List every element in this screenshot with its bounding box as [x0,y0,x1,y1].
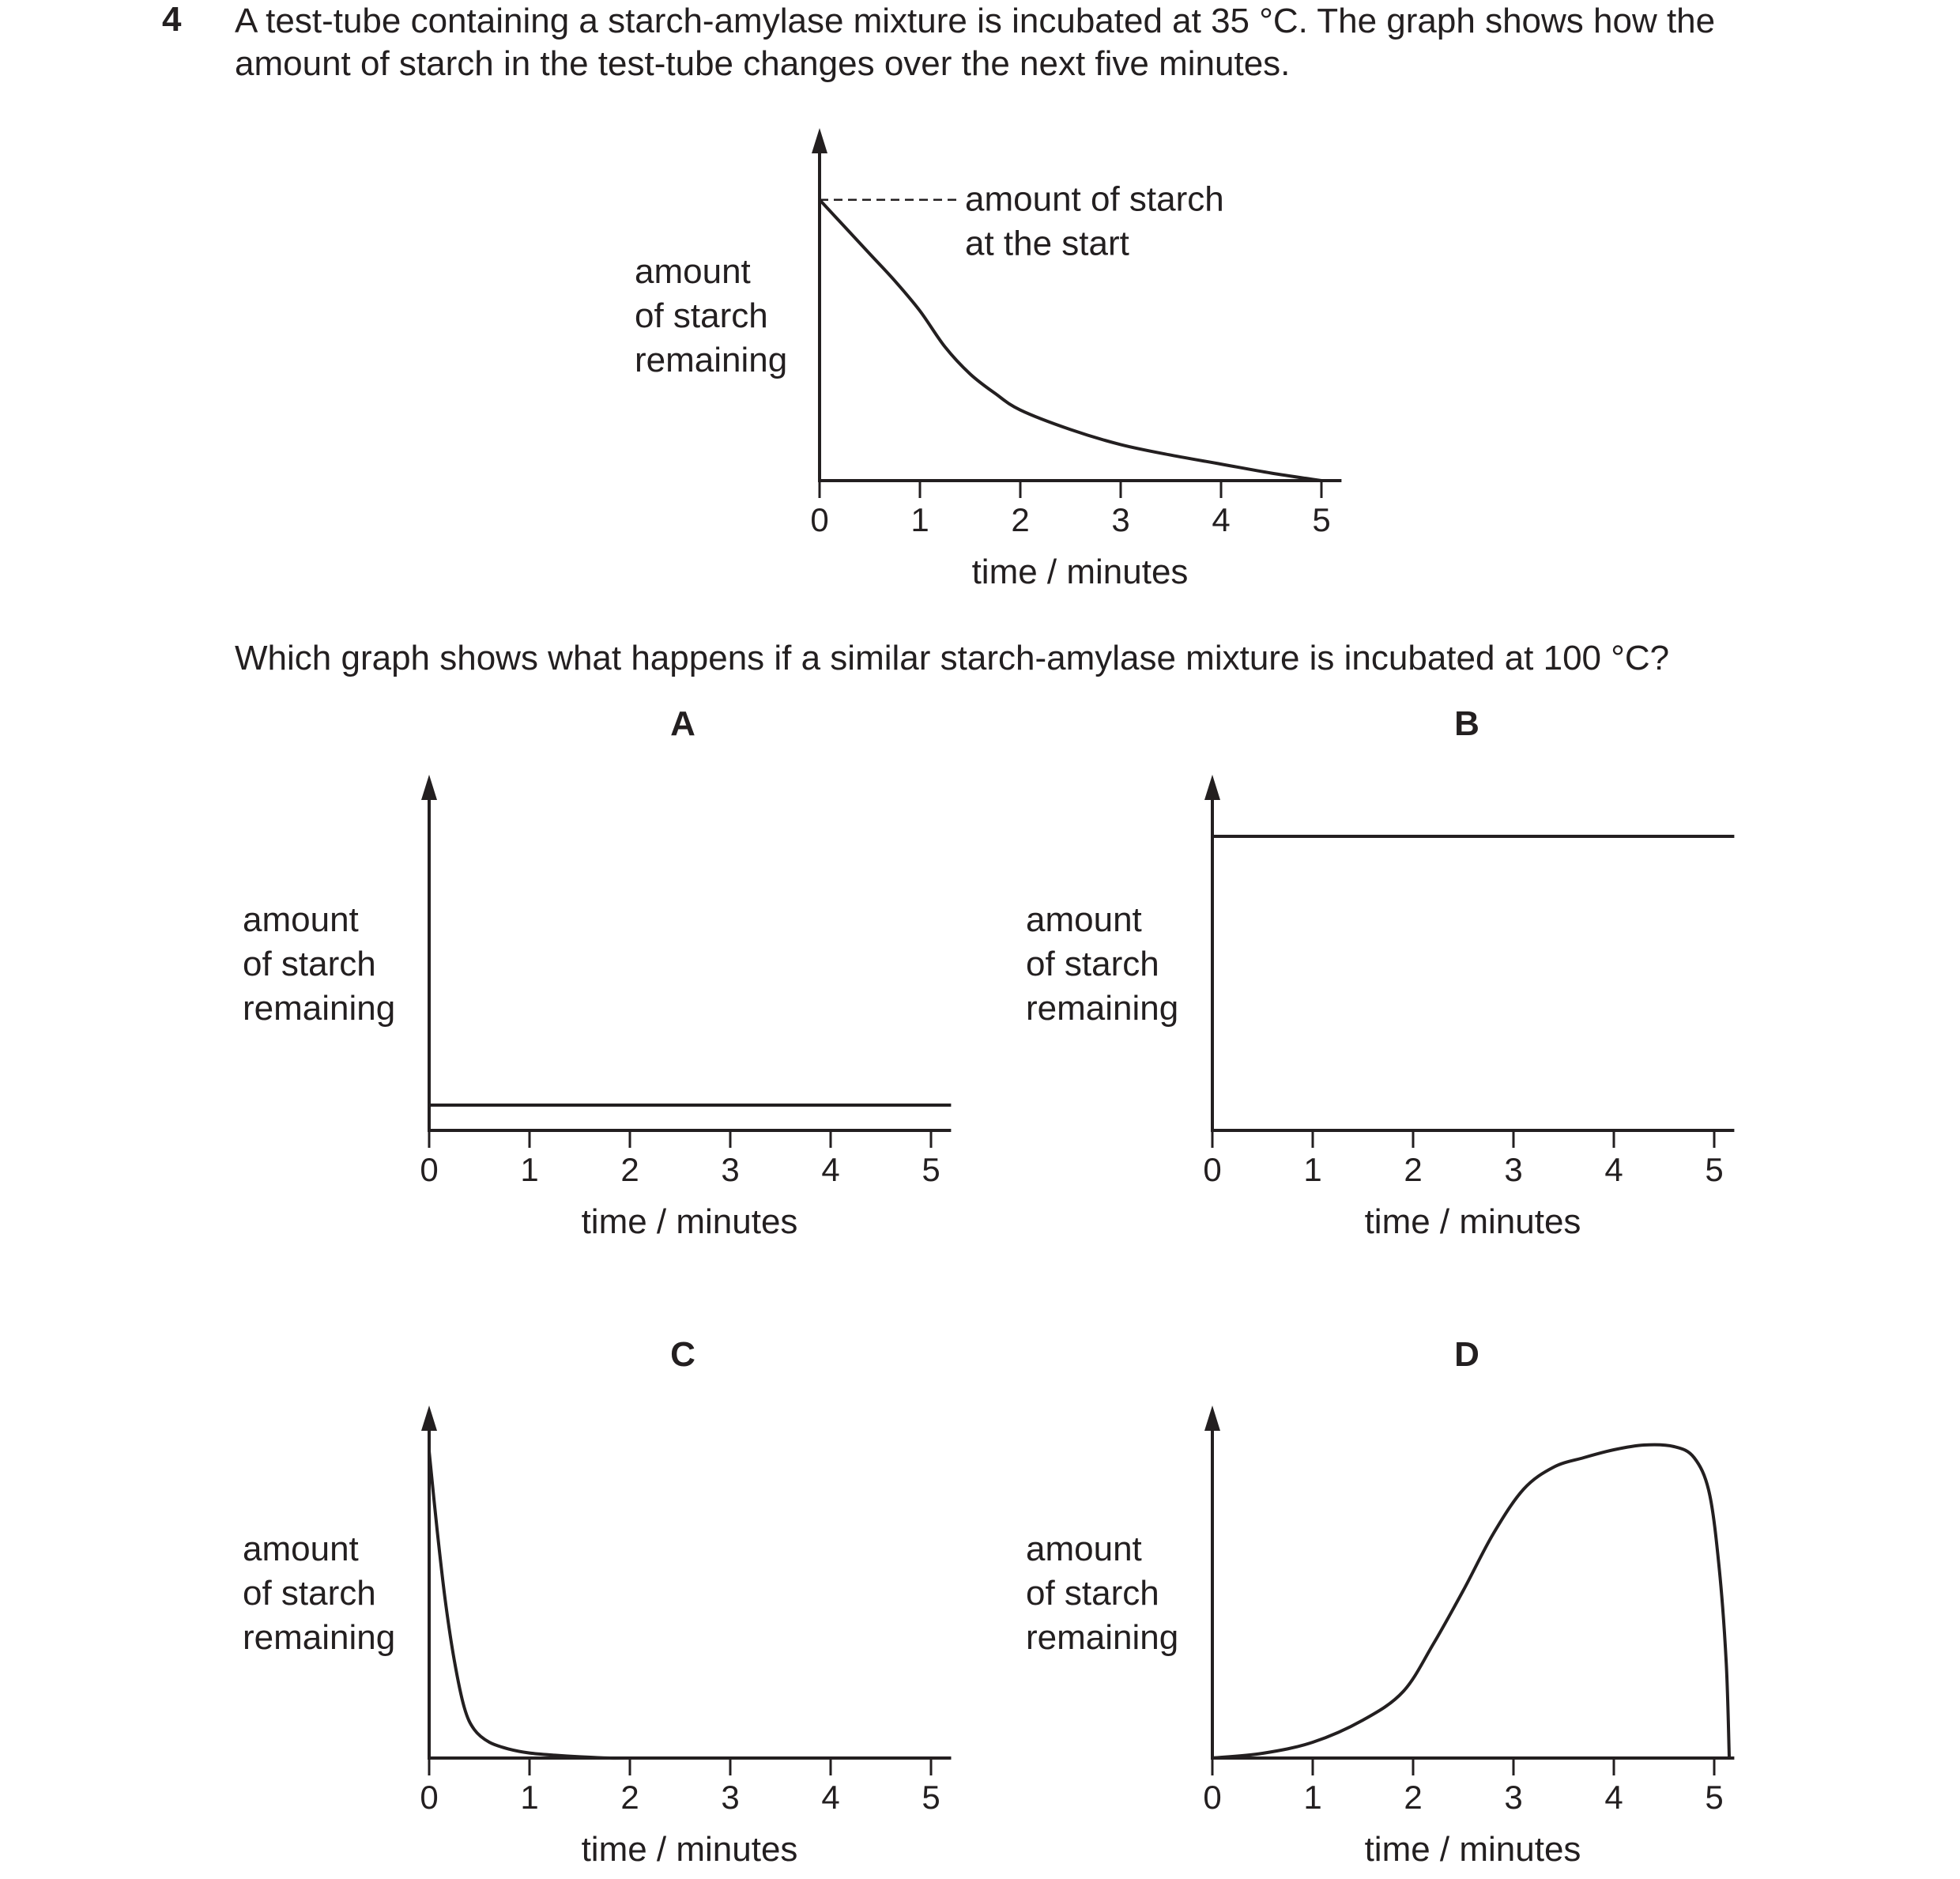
y-axis-arrow-icon [812,128,827,153]
x-tick-label: 1 [910,501,929,538]
y-axis-label-line: remaining [1026,1618,1179,1657]
subquestion-text: Which graph shows what happens if a similar starch-amylase mixture is incubated at 100 °C? [235,639,1670,677]
x-tick-label: 4 [821,1779,840,1816]
graph-title: B [1454,704,1479,743]
graph-d [1026,1335,1734,1869]
x-tick-label: 4 [821,1151,840,1188]
y-axis-label-line: of starch [243,1574,376,1613]
x-tick-label: 5 [1705,1779,1724,1816]
x-tick-label: 3 [1111,501,1130,538]
x-tick-label: 5 [1705,1151,1724,1188]
x-tick-label: 3 [721,1151,740,1188]
y-axis-label-line: remaining [243,989,396,1028]
y-axis-arrow-icon [421,775,437,800]
graph-title: C [670,1335,695,1374]
question-number: 4 [162,0,182,39]
x-axis-label: time / minutes [581,1202,798,1241]
y-axis-arrow-icon [421,1405,437,1431]
x-tick-label: 1 [1303,1151,1322,1188]
graph-title: A [670,704,695,743]
x-axis-label: time / minutes [581,1830,798,1869]
x-tick-label: 2 [620,1151,639,1188]
x-tick-label: 3 [1504,1779,1523,1816]
data-line [429,1451,951,1758]
y-axis-label-line: remaining [635,341,788,379]
x-tick-label: 4 [1604,1151,1623,1188]
x-tick-label: 5 [922,1151,940,1188]
graph-a [243,704,951,1241]
x-tick-label: 2 [1404,1151,1423,1188]
x-tick-label: 2 [1011,501,1030,538]
start-amount-annotation: amount of starch [965,179,1224,219]
y-axis-label-line: of starch [635,296,768,335]
x-axis-label: time / minutes [1364,1202,1581,1241]
x-tick-label: 0 [420,1151,439,1188]
graph-title: D [1454,1335,1479,1374]
y-axis-label-line: remaining [243,1618,396,1657]
question-stem-line-1: A test-tube containing a starch-amylase mixture is incubated at 35 °C. The graph shows how the [235,2,1716,40]
y-axis-label-line: of starch [1026,1574,1159,1613]
x-tick-label: 2 [620,1779,639,1816]
x-tick-label: 4 [1212,501,1231,538]
data-line [1212,1445,1729,1758]
x-tick-label: 0 [1203,1151,1222,1188]
x-tick-label: 5 [922,1779,940,1816]
x-tick-label: 0 [810,501,829,538]
y-axis-label-line: of starch [243,945,376,983]
x-tick-label: 2 [1404,1779,1423,1816]
graph-35c [635,128,1341,591]
x-tick-label: 1 [1303,1779,1322,1816]
x-axis-label: time / minutes [1364,1830,1581,1869]
graph-c [243,1335,951,1869]
x-tick-label: 1 [520,1151,539,1188]
y-axis-label-line: amount [1026,1530,1142,1568]
x-tick-label: 5 [1312,501,1331,538]
graph-b [1026,704,1734,1241]
y-axis-label-line: of starch [1026,945,1159,983]
x-axis-label: time / minutes [971,553,1189,591]
y-axis-label-line: amount [243,900,359,939]
y-axis-label-line: amount [1026,900,1142,939]
x-tick-label: 3 [721,1779,740,1816]
x-tick-label: 0 [1203,1779,1222,1816]
y-axis-label-line: amount [635,252,751,291]
x-tick-label: 1 [520,1779,539,1816]
y-axis-arrow-icon [1204,1405,1220,1431]
x-tick-label: 0 [420,1779,439,1816]
y-axis-label-line: remaining [1026,989,1179,1028]
x-tick-label: 3 [1504,1151,1523,1188]
x-tick-label: 4 [1604,1779,1623,1816]
y-axis-arrow-icon [1204,775,1220,800]
y-axis-label-line: amount [243,1530,359,1568]
start-amount-annotation: at the start [965,224,1129,263]
question-stem-line-2: amount of starch in the test-tube changes over the next five minutes. [235,44,1291,83]
